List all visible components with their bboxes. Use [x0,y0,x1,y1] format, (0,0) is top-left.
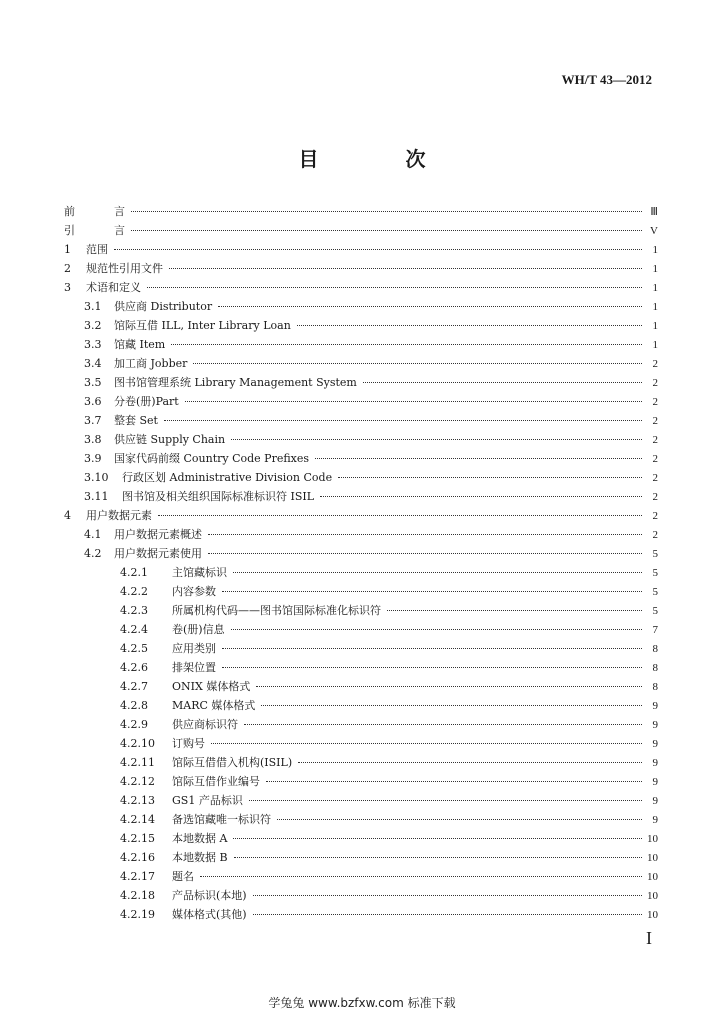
toc-entry-title: 订购号 [172,737,205,750]
toc-entry [64,278,658,297]
toc-entry [64,240,658,259]
toc-entry [64,544,658,563]
dot-leader [363,382,642,383]
toc-entry-page: 2 [652,510,658,522]
toc-entry-page: 8 [652,643,658,655]
toc-entry-number: 3 [64,281,71,294]
toc-entry-title: 用户数据元素概述 [114,528,202,541]
toc-entry-page: 2 [652,358,658,370]
dot-leader [211,743,642,744]
toc-entry-title: 本地数据 B [172,851,228,864]
toc-entry [64,639,658,658]
toc-entry-number: 引 [64,224,75,237]
toc-entry [64,335,658,354]
toc-entry-title: 整套 Set [114,414,158,427]
toc-entry-title: 卷(册)信息 [172,623,225,636]
toc-entry-page: 5 [652,586,658,598]
toc-entry [64,658,658,677]
toc-entry [64,848,658,867]
toc-entry-number: 4.2.18 [120,889,155,902]
toc-entry-title: 馆际互借作业编号 [172,775,260,788]
toc-entry-number: 3.5 [84,376,102,389]
watermark: 学兔兔 www.bzfxw.com 标准下载 [268,996,456,1010]
toc-entry-number: 4.2.12 [120,775,155,788]
toc-entry-page: 2 [652,396,658,408]
dot-leader [193,363,642,364]
toc-entry [64,297,658,316]
dot-leader [222,591,642,592]
toc-entry [64,392,658,411]
toc-entry-page: 2 [652,472,658,484]
toc-entry-page: 7 [652,624,658,636]
toc-entry [64,791,658,810]
toc-entry-page: 5 [652,548,658,560]
toc-entry [64,601,658,620]
toc-entry-page: 1 [652,301,658,313]
toc-entry-title: 内容参数 [172,585,216,598]
toc-entry-page: 10 [647,852,658,864]
toc-entry [64,525,658,544]
dot-leader [147,287,642,288]
dot-leader [266,781,642,782]
toc-entry-page: 9 [652,719,658,731]
dot-leader [185,401,642,402]
toc-entry-title: 排架位置 [172,661,216,674]
toc-entry-number: 3.1 [84,300,102,313]
dot-leader [208,534,642,535]
toc-entry-title: 言 [114,205,125,218]
toc-entry-page: Ⅲ [650,206,658,218]
toc-entry-title: 媒体格式(其他) [172,908,247,921]
toc-entry-title: 主馆藏标识 [172,566,227,579]
toc-entry [64,582,658,601]
dot-leader [234,857,642,858]
toc-entry-title: 馆藏 Item [114,338,166,351]
toc-entry [64,772,658,791]
toc-entry-number: 4.1 [84,528,102,541]
toc-entry-page: 2 [652,434,658,446]
toc-entry [64,221,658,240]
dot-leader [131,211,642,212]
toc-entry-number: 4.2.9 [120,718,148,731]
toc-entry-title: 国家代码前缀 Country Code Prefixes [114,452,310,465]
toc-entry [64,905,658,924]
dot-leader [131,230,642,231]
toc-entry-title: 图书馆及相关组织国际标准标识符 ISIL [122,490,315,503]
toc-entry-number: 4.2.6 [120,661,148,674]
toc-entry-number: 4.2.10 [120,737,155,750]
dot-leader [222,648,642,649]
toc-entry [64,753,658,772]
dot-leader [249,800,642,801]
toc-entry-page: 1 [652,339,658,351]
toc-entry [64,354,658,373]
dot-leader [338,477,642,478]
toc-entry-page: 1 [652,320,658,332]
toc-entry [64,620,658,639]
toc-entry-number: 4.2.4 [120,623,148,636]
toc-entry-number: 3.3 [84,338,102,351]
toc-entry-number: 4.2.19 [120,908,155,921]
toc-entry-number: 2 [64,262,71,275]
toc-entry-number: 4 [64,509,71,522]
toc-entry [64,696,658,715]
toc-entry-page: 9 [652,795,658,807]
toc-entry-title: 用户数据元素 [86,509,152,522]
dot-leader [315,458,642,459]
toc-entry-title: 图书馆管理系统 Library Management System [114,376,357,389]
toc-entry-title: 馆际互借借入机构(ISIL) [172,756,293,769]
toc-entry [64,563,658,582]
toc-entry-title: 供应商标识符 [172,718,238,731]
dot-leader [231,439,642,440]
toc-entry-page: V [650,225,658,237]
toc-entry [64,430,658,449]
toc-entry [64,810,658,829]
toc-entry-number: 3.6 [84,395,102,408]
toc-entry-number: 1 [64,243,71,256]
toc-entry-page: 9 [652,814,658,826]
dot-leader [169,268,642,269]
dot-leader [233,572,642,573]
dot-leader [244,724,642,725]
toc-entry-number: 4.2.17 [120,870,155,883]
toc-entry-page: 10 [647,909,658,921]
toc-entry-page: 5 [652,605,658,617]
toc-entry-number: 4.2.3 [120,604,148,617]
toc-entry-title: 术语和定义 [86,281,141,294]
toc-entry-page: 2 [652,415,658,427]
toc-entry-title: 本地数据 A [172,832,228,845]
dot-leader [298,762,642,763]
toc-entry [64,487,658,506]
toc-entry-title: 加工商 Jobber [114,357,188,370]
toc-entry-page: 10 [647,833,658,845]
toc-entry-title: 馆际互借 ILL, Inter Library Loan [114,319,291,332]
dot-leader [231,629,642,630]
toc-entry-number: 3.2 [84,319,102,332]
toc-entry-page: 8 [652,662,658,674]
toc-entry-title: MARC 媒体格式 [172,699,256,712]
dot-leader [158,515,642,516]
toc-entry-number: 4.2.15 [120,832,155,845]
toc-entry [64,411,658,430]
dot-leader [233,838,642,839]
toc-entry [64,373,658,392]
toc-entry [64,829,658,848]
toc-entry-page: 1 [652,282,658,294]
toc-entry-title: 备选馆藏唯一标识符 [172,813,271,826]
dot-leader [208,553,642,554]
toc-entry-number: 3.8 [84,433,102,446]
toc-entry-page: 1 [652,263,658,275]
toc-entry-page: 9 [652,700,658,712]
toc-entry-page: 2 [652,529,658,541]
dot-leader [114,249,642,250]
toc-entry-title: 供应商 Distributor [114,300,213,313]
toc-entry-page: 9 [652,757,658,769]
toc-entry-page: 9 [652,776,658,788]
toc-entry-number: 前 [64,205,75,218]
standard-code: WH/T 43—2012 [561,72,652,87]
toc-entry-number: 3.10 [84,471,109,484]
dot-leader [218,306,642,307]
toc-entry-number: 4.2.8 [120,699,148,712]
dot-leader [256,686,642,687]
toc-entry-number: 4.2 [84,547,102,560]
toc-entry-page: 1 [652,244,658,256]
toc-entry-number: 4.2.2 [120,585,148,598]
dot-leader [253,895,642,896]
toc-entry-number: 4.2.16 [120,851,155,864]
toc-entry-page: 2 [652,453,658,465]
toc-entry-title: 供应链 Supply Chain [114,433,226,446]
toc-entry [64,468,658,487]
toc-entry [64,867,658,886]
toc-entry [64,259,658,278]
toc-entry-page: 10 [647,890,658,902]
page-title: 目 次 [298,147,466,171]
toc-entry [64,886,658,905]
toc-entry [64,202,658,221]
dot-leader [200,876,642,877]
toc-entry-number: 3.11 [84,490,109,503]
dot-leader [320,496,642,497]
toc-entry-number: 3.7 [84,414,102,427]
dot-leader [253,914,642,915]
dot-leader [222,667,642,668]
dot-leader [171,344,642,345]
dot-leader [297,325,642,326]
toc-entry-page: 10 [647,871,658,883]
toc-entry-title: 产品标识(本地) [172,889,247,902]
toc-entry-title: 应用类别 [172,642,216,655]
toc-entry-title: 分卷(册)Part [114,395,179,408]
toc-entry-number: 3.4 [84,357,102,370]
toc-entry [64,316,658,335]
toc-entry-title: 规范性引用文件 [86,262,163,275]
toc-entry-page: 9 [652,738,658,750]
dot-leader [387,610,642,611]
toc-entry-title: 题名 [172,870,194,883]
toc-entry-page: 8 [652,681,658,693]
dot-leader [277,819,642,820]
toc-entry [64,506,658,525]
toc-entry [64,677,658,696]
table-of-contents [64,202,658,924]
toc-entry-number: 4.2.11 [120,756,155,769]
toc-entry-number: 4.2.7 [120,680,148,693]
toc-entry [64,715,658,734]
toc-entry-title: 所属机构代码——图书馆国际标准化标识符 [172,604,381,617]
toc-entry-title: ONIX 媒体格式 [172,680,251,693]
dot-leader [164,420,642,421]
toc-entry-title: 言 [114,224,125,237]
page-folio: I [646,928,652,948]
toc-entry [64,734,658,753]
toc-entry-number: 4.2.5 [120,642,148,655]
toc-entry-number: 4.2.1 [120,566,148,579]
toc-entry [64,449,658,468]
toc-entry-page: 5 [652,567,658,579]
toc-entry-number: 4.2.14 [120,813,155,826]
dot-leader [261,705,642,706]
toc-entry-title: GS1 产品标识 [172,794,243,807]
toc-entry-number: 4.2.13 [120,794,155,807]
toc-entry-title: 行政区划 Administrative Division Code [122,471,333,484]
toc-entry-number: 3.9 [84,452,102,465]
toc-entry-title: 范围 [86,243,108,256]
toc-entry-page: 2 [652,377,658,389]
toc-entry-page: 2 [652,491,658,503]
toc-entry-title: 用户数据元素使用 [114,547,202,560]
